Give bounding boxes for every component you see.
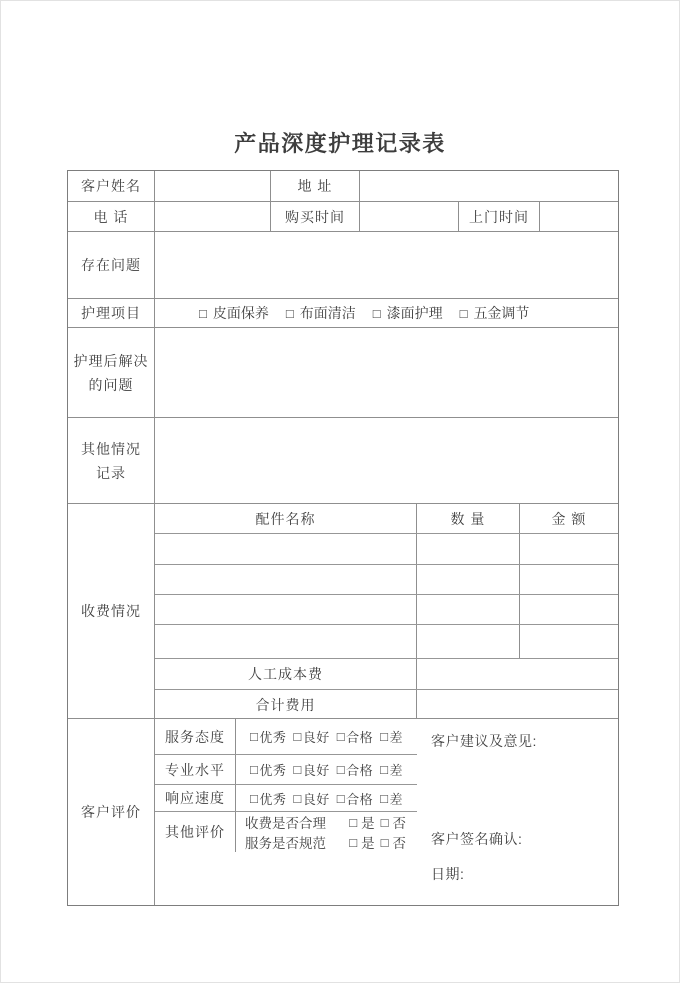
checkbox-icon: □ — [293, 729, 302, 744]
checkbox-poor[interactable]: □ 差 — [380, 762, 403, 778]
row-customer-address — [68, 171, 618, 202]
visit-time-label: 上门时间 — [459, 202, 540, 231]
checkbox-icon: □ — [250, 790, 259, 806]
checkbox-paint-care[interactable] — [373, 303, 443, 323]
checkbox-good[interactable]: □ 良好 — [293, 790, 330, 807]
phone-label: 电 话 — [68, 202, 155, 231]
amount-header: 金 额 — [551, 510, 587, 527]
checkbox-icon: □ — [380, 834, 389, 850]
total-cost-field[interactable] — [417, 690, 618, 719]
checkbox-poor[interactable]: □ 差 — [380, 790, 403, 807]
evaluation-label: 客户评价 — [68, 719, 155, 905]
option-label: 皮面保养 — [212, 305, 269, 321]
amount-cell[interactable] — [520, 534, 618, 564]
solved-problems-label: 护理后解决 的问题 — [68, 328, 155, 417]
checkbox-icon: □ — [250, 762, 259, 777]
signature-label: 客户签名确认: — [431, 831, 523, 847]
checkbox-icon: □ — [459, 305, 468, 321]
checkbox-icon: □ — [250, 729, 259, 744]
labor-cost-label: 人工成本费 — [155, 659, 417, 689]
page-title: 产品深度护理记录表 — [234, 131, 446, 156]
charge-row — [155, 534, 618, 565]
response-speed-label: 响应速度 — [155, 785, 236, 811]
quantity-cell[interactable] — [417, 534, 520, 564]
part-name-cell[interactable] — [155, 534, 417, 564]
care-record-form — [67, 170, 619, 906]
amount-cell[interactable] — [520, 625, 618, 658]
checkbox-yes[interactable]: □ 是 — [349, 834, 375, 851]
existing-problems-field[interactable] — [155, 232, 618, 298]
professional-level-label: 专业水平 — [155, 755, 236, 784]
option-label: 布面清洁 — [299, 305, 356, 321]
option-label: 漆面护理 — [386, 305, 443, 321]
customer-name-label: 客户姓名 — [68, 171, 155, 201]
care-items-label: 护理项目 — [68, 299, 155, 327]
checkbox-icon: □ — [293, 762, 302, 777]
checkbox-fabric-clean[interactable] — [286, 303, 356, 323]
eval-row-response-speed — [155, 785, 417, 812]
checkbox-icon: □ — [199, 305, 207, 321]
checkbox-poor[interactable]: □ 差 — [380, 729, 403, 745]
service-attitude-label: 服务态度 — [155, 719, 236, 754]
solved-problems-field[interactable] — [155, 328, 618, 417]
checkbox-icon: □ — [380, 814, 389, 830]
suggestion-label: 客户建议及意见: — [431, 733, 537, 749]
quantity-cell[interactable] — [417, 595, 520, 624]
checkbox-good[interactable]: □ 良好 — [293, 762, 330, 778]
charges-table — [155, 504, 618, 718]
section-evaluation — [68, 719, 618, 905]
part-name-cell[interactable] — [155, 565, 417, 594]
address-field[interactable] — [360, 171, 618, 201]
fee-reasonable-label: 收费是否合理 — [245, 816, 326, 831]
part-name-header: 配件名称 — [155, 504, 417, 533]
response-speed-options — [236, 785, 417, 811]
checkbox-icon: □ — [336, 729, 346, 744]
total-cost-row — [155, 690, 618, 719]
checkbox-pass[interactable]: □ 合格 — [336, 762, 374, 778]
purchase-time-label: 购买时间 — [271, 202, 360, 231]
charges-label: 收费情况 — [68, 504, 155, 718]
checkbox-pass[interactable]: □ 合格 — [336, 729, 374, 745]
charge-row — [155, 565, 618, 595]
customer-name-field[interactable] — [155, 171, 271, 201]
amount-cell[interactable] — [520, 595, 618, 624]
checkbox-hardware-adjust[interactable] — [460, 303, 530, 323]
checkbox-icon: □ — [336, 790, 346, 806]
row-other-notes — [68, 418, 618, 504]
quantity-cell[interactable] — [417, 565, 520, 594]
checkbox-excellent[interactable]: □ 优秀 — [250, 790, 287, 807]
checkbox-excellent[interactable]: □ 优秀 — [250, 729, 287, 745]
evaluation-grid — [155, 719, 417, 905]
checkbox-icon: □ — [293, 790, 302, 806]
quantity-header: 数 量 — [417, 504, 520, 533]
part-name-cell[interactable] — [155, 595, 417, 624]
service-standard-label: 服务是否规范 — [245, 836, 326, 851]
visit-time-field[interactable] — [540, 202, 618, 231]
amount-cell[interactable] — [520, 565, 618, 594]
customer-feedback-cell[interactable] — [417, 719, 618, 905]
checkbox-icon: □ — [349, 814, 358, 830]
checkbox-yes[interactable]: □ 是 — [349, 814, 375, 831]
phone-field[interactable] — [155, 202, 271, 231]
labor-cost-row — [155, 659, 618, 690]
labor-cost-field[interactable] — [417, 659, 618, 689]
service-standard-line — [236, 832, 417, 852]
checkbox-icon: □ — [380, 729, 389, 744]
fee-reasonable-line — [236, 812, 417, 832]
checkbox-icon: □ — [372, 305, 381, 321]
purchase-time-field[interactable] — [360, 202, 459, 231]
checkbox-pass[interactable]: □ 合格 — [336, 790, 374, 807]
checkbox-excellent[interactable]: □ 优秀 — [250, 762, 287, 778]
row-existing-problems — [68, 232, 618, 299]
date-label: 日期: — [431, 866, 465, 882]
checkbox-no[interactable]: □ 否 — [380, 814, 406, 831]
professional-level-options — [236, 755, 417, 784]
row-phone-times — [68, 202, 618, 232]
eval-row-service-attitude — [155, 719, 417, 755]
section-charges — [68, 504, 618, 719]
quantity-cell[interactable] — [417, 625, 520, 658]
other-evaluation-label: 其他评价 — [155, 812, 236, 852]
other-notes-label: 其他情况 记录 — [68, 418, 155, 503]
option-label: 五金调节 — [473, 305, 530, 321]
charges-header-row — [155, 504, 618, 534]
checkbox-icon: □ — [285, 305, 294, 321]
eval-row-other — [155, 812, 417, 852]
row-care-items — [68, 299, 618, 328]
care-items-options — [155, 299, 618, 327]
checkbox-icon: □ — [380, 790, 389, 806]
address-label: 地 址 — [271, 171, 360, 201]
service-attitude-options — [236, 719, 417, 754]
charge-row — [155, 625, 618, 659]
checkbox-good[interactable]: □ 良好 — [293, 729, 330, 745]
total-cost-label: 合计费用 — [155, 690, 417, 719]
other-evaluation-items — [236, 812, 417, 852]
checkbox-no[interactable]: □ 否 — [380, 834, 406, 851]
checkbox-icon: □ — [349, 834, 358, 850]
checkbox-icon: □ — [380, 762, 389, 777]
eval-row-professional-level — [155, 755, 417, 785]
existing-problems-label: 存在问题 — [68, 232, 155, 298]
checkbox-icon: □ — [336, 762, 346, 777]
row-solved-problems — [68, 328, 618, 418]
charge-row — [155, 595, 618, 625]
other-notes-field[interactable] — [155, 418, 618, 503]
checkbox-leather-care[interactable] — [199, 303, 269, 323]
part-name-cell[interactable] — [155, 625, 417, 658]
